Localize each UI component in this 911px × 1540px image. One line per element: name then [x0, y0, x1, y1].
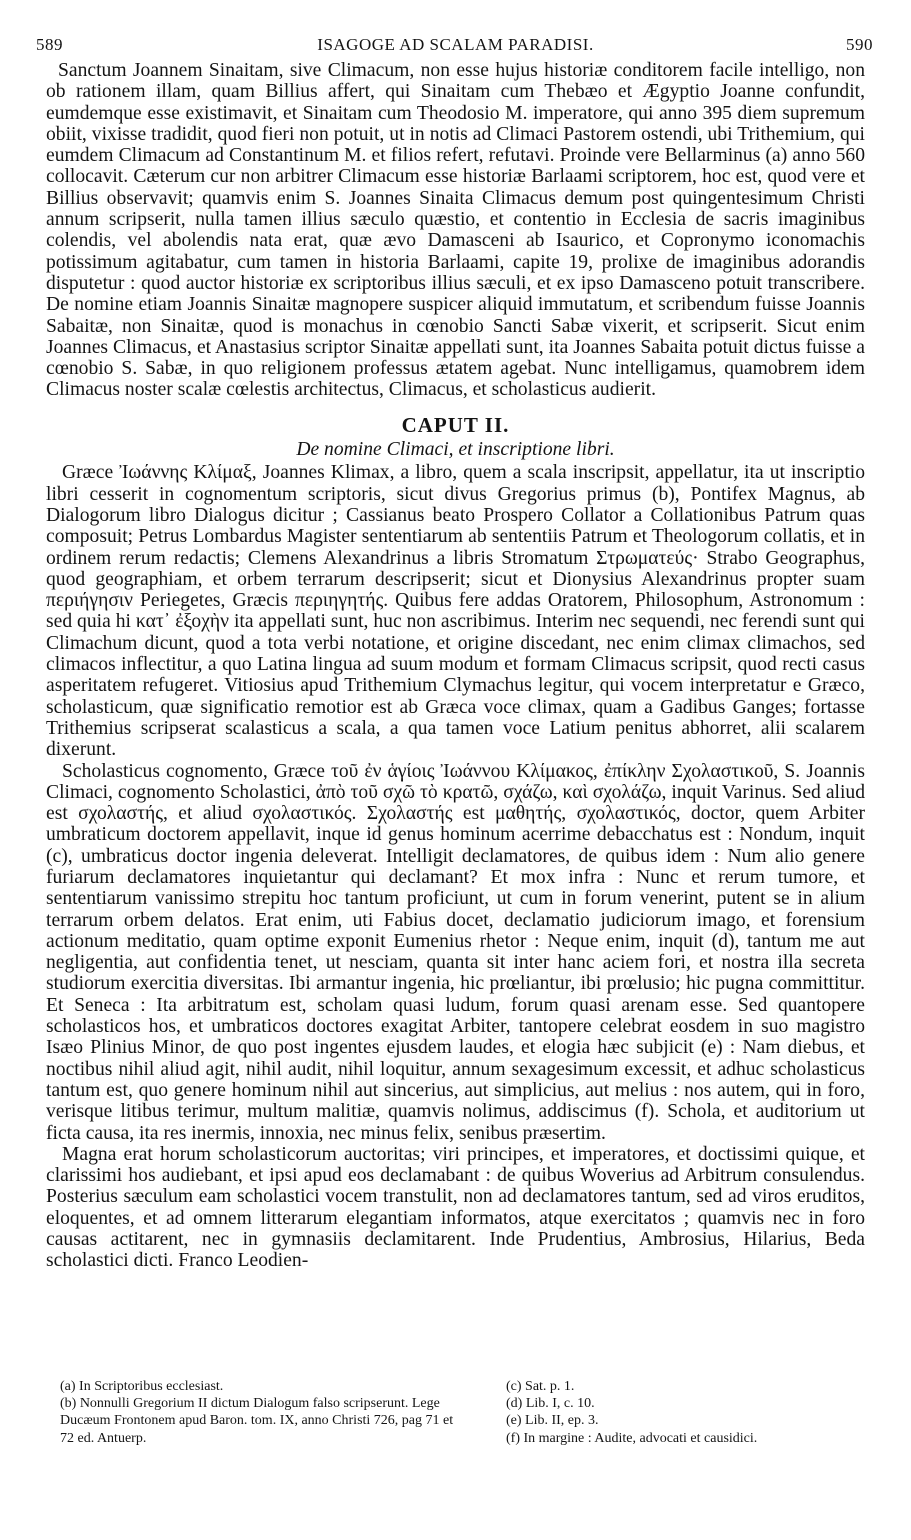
chapter-title: CAPUT II.	[401, 412, 510, 437]
footnote-a: (a) In Scriptoribus ecclesiast.	[60, 1379, 224, 1394]
page-number-left: 589	[36, 35, 63, 54]
footnote-e: (e) Lib. II, ep. 3.	[506, 1413, 599, 1429]
footnotes-left-column	[60, 1378, 454, 1447]
paragraph-name-origin: Græce Ἰωάννης Κλίμαξ, Joannes Klimax, a libro, quem a scala inscripsit, appellatur, ita ut inscriptio libri cesserit in cognomentum scriptoris, sicut divus Gregorius primus (b), Pontifex Magnus, ab Dialogorum libro Dialogus dicitur ; Cassianus beato Prospero Collator a Collationibus Patrum quas composuit; Petrus Lombardus Magister sententiarum ab sententiis Patrum et Theologorum collatis, et in ordinem rerum redactis; Clemens Alexandrinus a libris Stromatum Στρωματεύς· Strabo Geographus, quod geographiam, et orbem terrarum descripserit; sicut et Dionysius Alexandrinus propter suam περιήγησιν Periegetes, Græcis περιηγητής. Quibus fere addas Oratorem, Philosophum, Astronomum : sed quia hi κατ᾽ ἐξοχὴν ita appellati sunt, huc non ascribimus. Interim nec sequendi, nec ferendi sunt qui Climachum dicunt, quod a tota verbi notatione, et origine discedant, nec enim climax climachos, sed climacos inflectitur, a quo Latina lingua ad suum modum et formam Climacus scripsit, quod recti casus asperitatem refugeret. Vitiosius apud Trithemium Clymachus legitur, qui vocem interpretatur e Græco, scholasticum, quæ significatio remotior est ab Græca voce climax, quam a Gadibus Ganges; fortasse Trithemius scripserat scalasticus a scala, a qua tamen voce Latium penitus abhorret, alii scalarem dixerunt.	[46, 462, 865, 761]
running-head	[36, 34, 873, 58]
footnote-f: (f) In margine : Audite, advocati et causidici.	[506, 1430, 758, 1446]
paragraph-scholasticus: Scholasticus cognomento, Græce τοῦ ἐν ἁγίοις Ἰωάννου Κλίμακος, ἐπίκλην Σχολαστικοῦ, S. Joannis Climaci, cognomento Scholastici, ἀπὸ τοῦ σχῶ τὸ κρατῶ, σχάζω, καὶ σχολάζω, inquit Varinus. Sed aliud est σχολαστής, et aliud σχολαστικός. Σχολαστής est μαθητής, σχολαστικός, doctor, quem Arbiter umbraticum doctorem appellavit, inque id genus hominum acerrime debacchatus est : Nondum, inquit (c), umbraticus doctor ingenia deleverat. Intelligit declamatores, de quibus idem : Num alio genere furiarum declamatores inquietantur qui declamant? Et mox infra : Nunc et rerum tumore, et sententiarum vanissimo strepitu hoc tantum proficiunt, ut cum in forum venerint, putent se in alium terrarum orbem delatos. Erat enim, uti Fabius docet, declamatio judiciorum imago, et forensium actionum meditatio, quam optime exponit Eumenius rhetor : Neque enim, inquit (d), tantum me aut negligentia, aut confidentia tenet, ut nesciam, quanta sit inter hanc aciem fori, et nostra illa secreta studiorum exercitia diversitas. Ibi armantur ingenia, hic prœliantur, ibi prœlusio; hic pugna committitur. Et Seneca : Ita arbitratum est, scholam quasi ludum, forum quasi arenam esse. Sed quantopere scholasticos hos, et umbraticos doctores exagitat Arbiter, tantopere celebrat eosdem in suo magistro Isæo Plinius Minor, de quo post ingentes ejusdem laudes, et elogia hæc subjicit (e) : Nam diebus, et noctibus nihil aliud agit, nihil audit, nihil loquitur, annum sexagesimum excessit, et adhuc scholasticus tantum est, quo genere hominum nihil aut sincerius, aut simplicius, aut melius : nos autem, qui in foro, verisque litibus terimur, multum malitiæ, quamvis nolimus, addiscimus (f). Schola, et auditorium ut ficta causa, ita res inermis, innoxia, nec minus felix, senibus præsertim.	[46, 760, 865, 1144]
footnotes-right-column	[506, 1378, 865, 1447]
footnote-d: (d) Lib. I, c. 10.	[506, 1396, 595, 1412]
footnote-b: (b) Nonnulli Gregorium II dictum Dialogum falso scripserunt. Lege Ducæum Frontonem apud Baron. tom. IX, anno Christi 726, pag 71 et 72 ed. Antuerp.	[60, 1396, 454, 1446]
page-number-right: 590	[846, 35, 873, 54]
running-title: ISAGOGE AD SCALAM PARADISI.	[317, 35, 594, 54]
paragraph-authority: Magna erat horum scholasticorum auctoritas; viri principes, et imperatores, et doctissimi quique, et clarissimi hos audiebant, et ipsi apud eos declamabant : de quibus Woverius ad Arbitrum consulendus. Posterius sæculum eam scholastici vocem transtulit, non ad declamatores tantum, sed ad viros eruditos, eloquentes, et ad omnem litterarum elegantiam informatos, atque exercitatos ; quamvis nec in foro causas actitarent, nec in gymnasiis declamitarent. Inde Prudentius, Ambrosius, Hilarius, Beda scholastici dicti. Franco Leodien-	[46, 1143, 865, 1272]
footnotes	[60, 1378, 865, 1447]
paragraph-continued: Sanctum Joannem Sinaitam, sive Climacum, non esse hujus historiæ conditorem facile intelligo, non ob rationem illam, quam Billius affert, qui Sinaitam cum Thebæo et Ægyptio Joanne confundit, eumdemque esse existimavit, et Sinaitam cum Theodosio M. imperatore, qui anno 395 diem supremum obiit, vixisse tradidit, quod fieri non potuit, ut in notis ad Climaci Pastorem ostendi, ubi Trithemium, qui eumdem Climacum ad Constantinum M. et filios refert, refutavi. Proinde vere Bellarminus (a) anno 560 collocavit. Cæterum cur non arbitrer Climacum esse historiæ Barlaami scriptorem, hoc est, quod vere et Billius observavit; quamvis enim S. Joannes Sinaita Climacus demum post quingentesimum Christi annum scripserit, nulla tamen illius sæculo quæstio, et contentio in Ecclesia de sacris imaginibus colendis, vel abolendis nata erat, quæ ævo Damasceni ab Isaurico, et Copronymo iconomachis potissimum agitabatur, cum tamen in historia Barlaami, capite 19, prolixe de imaginibus adorandis disputetur : quod auctor historiæ ex scriptoribus illius sæculi, et ex ipso Damasceno potuit transcribere. De nomine etiam Joannis Sinaitæ magnopere suspicer aliquid immutatum, et scribendum fuisse Joannis Sabaitæ, non Sinaitæ, quod is monachus in cœnobio Sancti Sabæ vixerit, et scripserit. Sicut enim Joannes Climacus, et Anastasius scriptor Sinaitæ appellati sunt, ita Joannes Sabaita potuit dictus fuisse a cœnobio S. Sabæ, in quo religionem professus ætatem agebat. Nunc intelligamus, quamobrem idem Climacus noster scalæ cœlestis architectus, Climacus, et scholasticus audierit.	[46, 60, 865, 401]
footnote-c: (c) Sat. p. 1.	[506, 1379, 575, 1394]
chapter-subtitle: De nomine Climaci, et inscriptione libri.	[296, 439, 615, 461]
